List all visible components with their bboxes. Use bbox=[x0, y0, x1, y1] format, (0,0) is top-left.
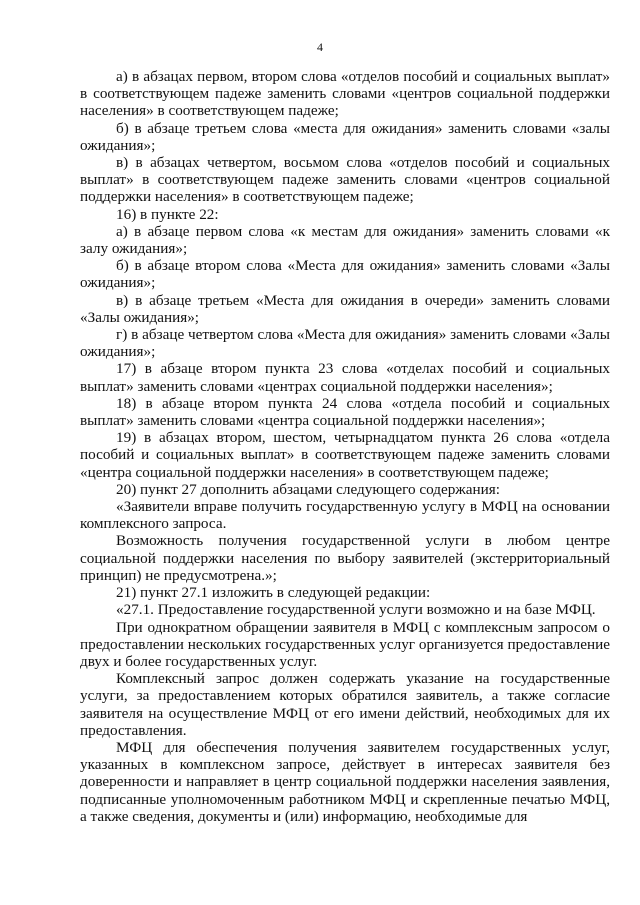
paragraph-27-1-d: МФЦ для обеспечения получения заявителем государственных услуг, указанных в комплексном запросе, действует в интересах заявителя без доверенности и направляет в центр социальной поддержки населения заявления, подписанные уполномоченным работником МФЦ и скрепленные печатью МФЦ, а также сведения, документы и (или) информацию, необходимые для bbox=[80, 738, 610, 825]
paragraph-19: 19) в абзацах втором, шестом, четырнадцатом пункта 26 слова «отдела пособий и социальных выплат» в соответствующем падеже заменить словами «центра социальной поддержки населения» в соответствующем падеже; bbox=[80, 429, 610, 481]
paragraph-20-quote-2: Возможность получения государственной услуги в любом центре социальной поддержки населения по выбору заявителей (экстерриториальный принцип) не предусмотрена.»; bbox=[80, 532, 610, 584]
paragraph-27-1-c: Комплексный запрос должен содержать указание на государственные услуги, за предоставлением которых обратился заявитель, а также согласие заявителя на осуществление МФЦ от его имени действий, необходимых для их предоставления. bbox=[80, 670, 610, 739]
paragraph-18: 18) в абзаце втором пункта 24 слова «отдела пособий и социальных выплат» заменить словами «центра социальной поддержки населения»; bbox=[80, 394, 610, 430]
paragraph-17: 17) в абзаце втором пункта 23 слова «отделах пособий и социальных выплат» заменить словами «центрах социальной поддержки населения»; bbox=[80, 360, 610, 395]
paragraph-3c: в) в абзацах четвертом, восьмом слова «отделов пособий и социальных выплат» в соответствующем падеже заменить словами «центров социальной поддержки населения» в соответствующем падеже; bbox=[80, 154, 610, 206]
paragraph-16b: б) в абзаце втором слова «Места для ожидания» заменить словами «Залы ожидания»; bbox=[80, 257, 610, 292]
paragraph-16c: в) в абзаце третьем «Места для ожидания в очереди» заменить словами «Залы ожидания»; bbox=[80, 291, 610, 326]
document-body bbox=[80, 68, 610, 825]
paragraph-16a: а) в абзаце первом слова «к местам для ожидания» заменить словами «к залу ожидания»; bbox=[80, 222, 610, 258]
paragraph-27-1-b: При однократном обращении заявителя в МФЦ с комплексным запросом о предоставлении нескольких государственных услуг организуется предоставление двух и более государственных услуг. bbox=[80, 618, 610, 670]
paragraph-27-1: «27.1. Предоставление государственной услуги возможно и на базе МФЦ. bbox=[116, 601, 596, 619]
paragraph-3a: а) в абзацах первом, втором слова «отделов пособий и социальных выплат» в соответствующем падеже заменить словами «центров социальной поддержки населения» в соответствующем падеже; bbox=[80, 68, 610, 120]
paragraph-20-quote-1: «Заявители вправе получить государственную услугу в МФЦ на основании комплексного запроса. bbox=[80, 498, 610, 533]
paragraph-3b: б) в абзаце третьем слова «места для ожидания» заменить словами «залы ожидания»; bbox=[80, 119, 610, 154]
paragraph-21: 21) пункт 27.1 изложить в следующей редакции: bbox=[116, 584, 431, 602]
paragraph-16: 16) в пункте 22: bbox=[116, 205, 219, 223]
paragraph-16d: г) в абзаце четвертом слова «Места для ожидания» заменить словами «Залы ожидания»; bbox=[80, 326, 610, 361]
paragraph-20: 20) пункт 27 дополнить абзацами следующего содержания: bbox=[116, 480, 500, 498]
page-number: 4 bbox=[317, 40, 323, 54]
